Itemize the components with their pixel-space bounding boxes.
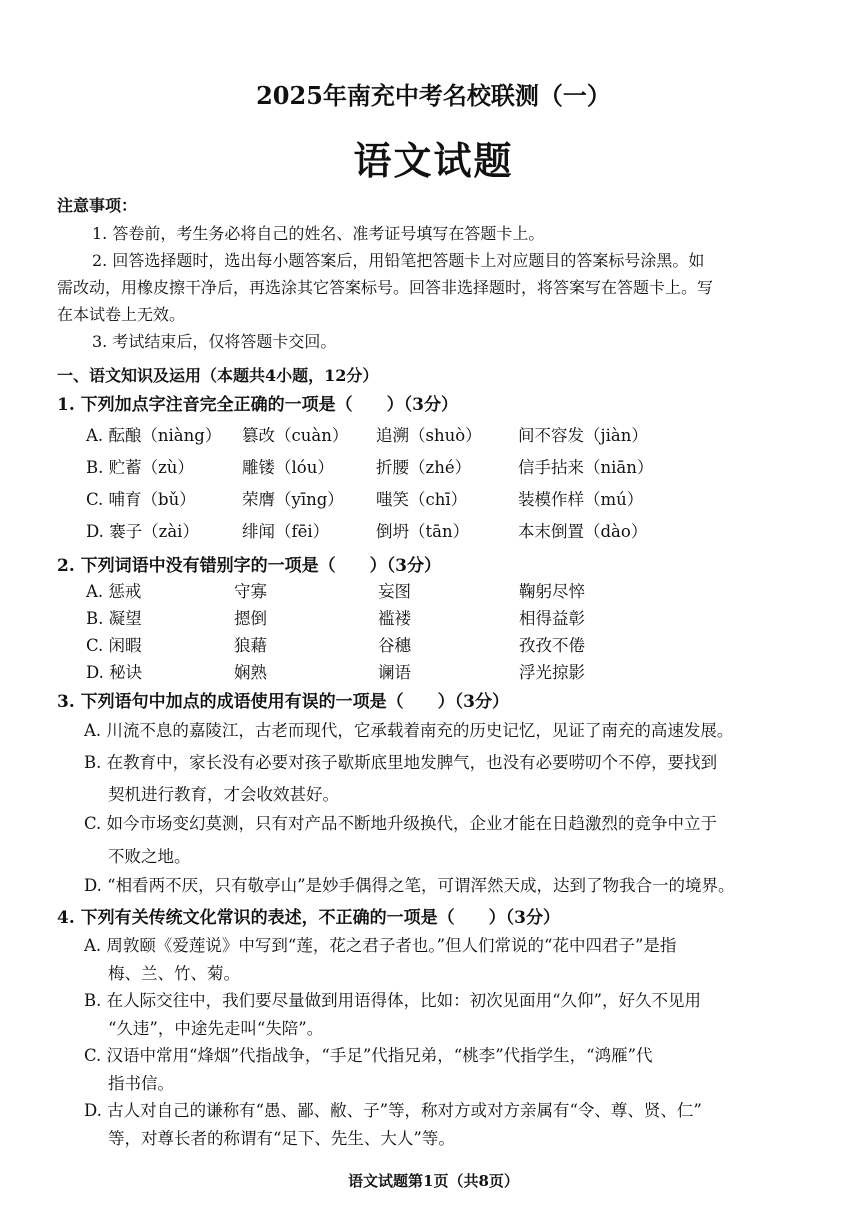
q2-b-2: 摁倒 <box>234 609 267 628</box>
q1-d-3: 倒坍（tān） <box>376 522 470 541</box>
q1-a-2: 篡改（cuàn） <box>242 426 349 445</box>
page-footer: 语文试题第1页（共8页） <box>348 1172 519 1190</box>
q2-d-1: D. 秘诀 <box>86 663 143 682</box>
notice-item-3: 3. 考试结束后，仅将答题卡交回。 <box>92 332 337 351</box>
q1-a-3: 追溯（shuò） <box>376 426 482 445</box>
q2-b-3: 褴褛 <box>378 609 411 628</box>
q2-c-4: 孜孜不倦 <box>519 636 585 655</box>
notice-item-2-line-1: 2. 回答选择题时，选出每小题答案后，用铅笔把答题卡上对应题目的答案标号涂黑。如 <box>92 251 705 270</box>
q2-c-2: 狼藉 <box>234 636 267 655</box>
q3-option-a: A. 川流不息的嘉陵江，古老而现代，它承载着南充的历史记忆，见证了南充的高速发展。 <box>84 721 734 740</box>
q4-option-b-line-2: “久违”，中途先走叫“失陪”。 <box>108 1019 324 1038</box>
q1-b-3: 折腰（zhé） <box>376 458 472 477</box>
q3-option-b-line-1: B. 在教育中，家长没有必要对孩子歇斯底里地发脾气，也没有必要唠叨个不停，要找到 <box>84 753 718 772</box>
q1-c-2: 荣膺（yīng） <box>242 490 344 509</box>
q4-option-a-line-2: 梅、兰、竹、菊。 <box>108 964 240 983</box>
q3-option-c-line-2: 不败之地。 <box>108 847 191 866</box>
q2-d-4: 浮光掠影 <box>519 663 585 682</box>
q2-a-2: 守寡 <box>234 582 267 601</box>
q2-d-2: 娴熟 <box>234 663 267 682</box>
q4-option-d-line-1: D. 古人对自己的谦称有“愚、鄙、敝、子”等，称对方或对方亲属有“令、尊、贤、仁” <box>84 1101 702 1120</box>
q4-option-c-line-2: 指书信。 <box>108 1074 174 1093</box>
q1-b-4: 信手拈来（niān） <box>518 458 654 477</box>
q1-b-2: 雕镂（lóu） <box>242 458 334 477</box>
q1-b-1: B. 贮蓄（zù） <box>86 458 194 477</box>
q2-stem: 2. 下列词语中没有错别字的一项是（ ）（3分） <box>57 556 441 576</box>
q2-b-4: 相得益彰 <box>519 609 585 628</box>
q2-d-3: 谰语 <box>378 663 411 682</box>
notice-heading: 注意事项： <box>57 196 138 215</box>
q1-d-1: D. 褰子（zài） <box>86 522 199 541</box>
q4-option-c-line-1: C. 汉语中常用“烽烟”代指战争，“手足”代指兄弟，“桃李”代指学生，“鸿雁”代 <box>84 1046 653 1065</box>
q3-stem: 3. 下列语句中加点的成语使用有误的一项是（ ）（3分） <box>57 692 509 712</box>
q4-option-b-line-1: B. 在人际交往中，我们要尽量做到用语得体，比如：初次见面用“久仰”，好久不见用 <box>84 991 701 1010</box>
q1-c-4: 装模作样（mú） <box>518 490 644 509</box>
q1-stem: 1. 下列加点字注音完全正确的一项是（ ）（3分） <box>57 395 458 415</box>
q2-a-4: 鞠躬尽悴 <box>519 582 585 601</box>
subject-title: 语文试题 <box>353 138 514 183</box>
notice-item-2-line-2: 需改动，用橡皮擦干净后，再选涂其它答案标号。回答非选择题时，将答案写在答题卡上。写 <box>57 278 714 297</box>
q4-option-d-line-2: 等，对尊长者的称谓有“足下、先生、大人”等。 <box>108 1129 455 1148</box>
q1-d-2: 绯闻（fēi） <box>242 522 330 541</box>
q1-a-4: 间不容发（jiàn） <box>518 426 648 445</box>
q3-option-d: D. “相看两不厌，只有敬亭山”是妙手偶得之笔，可谓浑然天成，达到了物我合一的境界。 <box>84 876 735 895</box>
notice-item-1: 1. 答卷前，考生务必将自己的姓名、准考证号填写在答题卡上。 <box>92 224 545 243</box>
section-1-heading: 一、语文知识及运用（本题共4小题，12分） <box>57 366 379 385</box>
q1-d-4: 本末倒置（dào） <box>518 522 648 541</box>
q2-c-3: 谷穗 <box>378 636 411 655</box>
q3-option-c-line-1: C. 如今市场变幻莫测，只有对产品不断地升级换代，企业才能在日趋激烈的竞争中立于 <box>84 814 718 833</box>
q4-option-a-line-1: A. 周敦颐《爱莲说》中写到“莲，花之君子者也。”但人们常说的“花中四君子”是指 <box>84 936 677 955</box>
q2-a-3: 妄图 <box>378 582 411 601</box>
q2-b-1: B. 凝望 <box>86 609 142 628</box>
q2-c-1: C. 闲暇 <box>86 636 142 655</box>
q4-stem: 4. 下列有关传统文化常识的表述，不正确的一项是（ ）（3分） <box>57 908 560 928</box>
q3-option-b-line-2: 契机进行教育，才会收效甚好。 <box>108 785 339 804</box>
q1-a-1: A. 酝酿（niàng） <box>86 426 222 445</box>
exam-title: 2025年南充中考名校联测（一） <box>256 81 611 110</box>
q2-a-1: A. 惩戒 <box>86 582 142 601</box>
notice-item-2-line-3: 在本试卷上无效。 <box>57 305 186 324</box>
q1-c-3: 嗤笑（chī） <box>376 490 468 509</box>
q1-c-1: C. 哺育（bǔ） <box>86 490 196 509</box>
